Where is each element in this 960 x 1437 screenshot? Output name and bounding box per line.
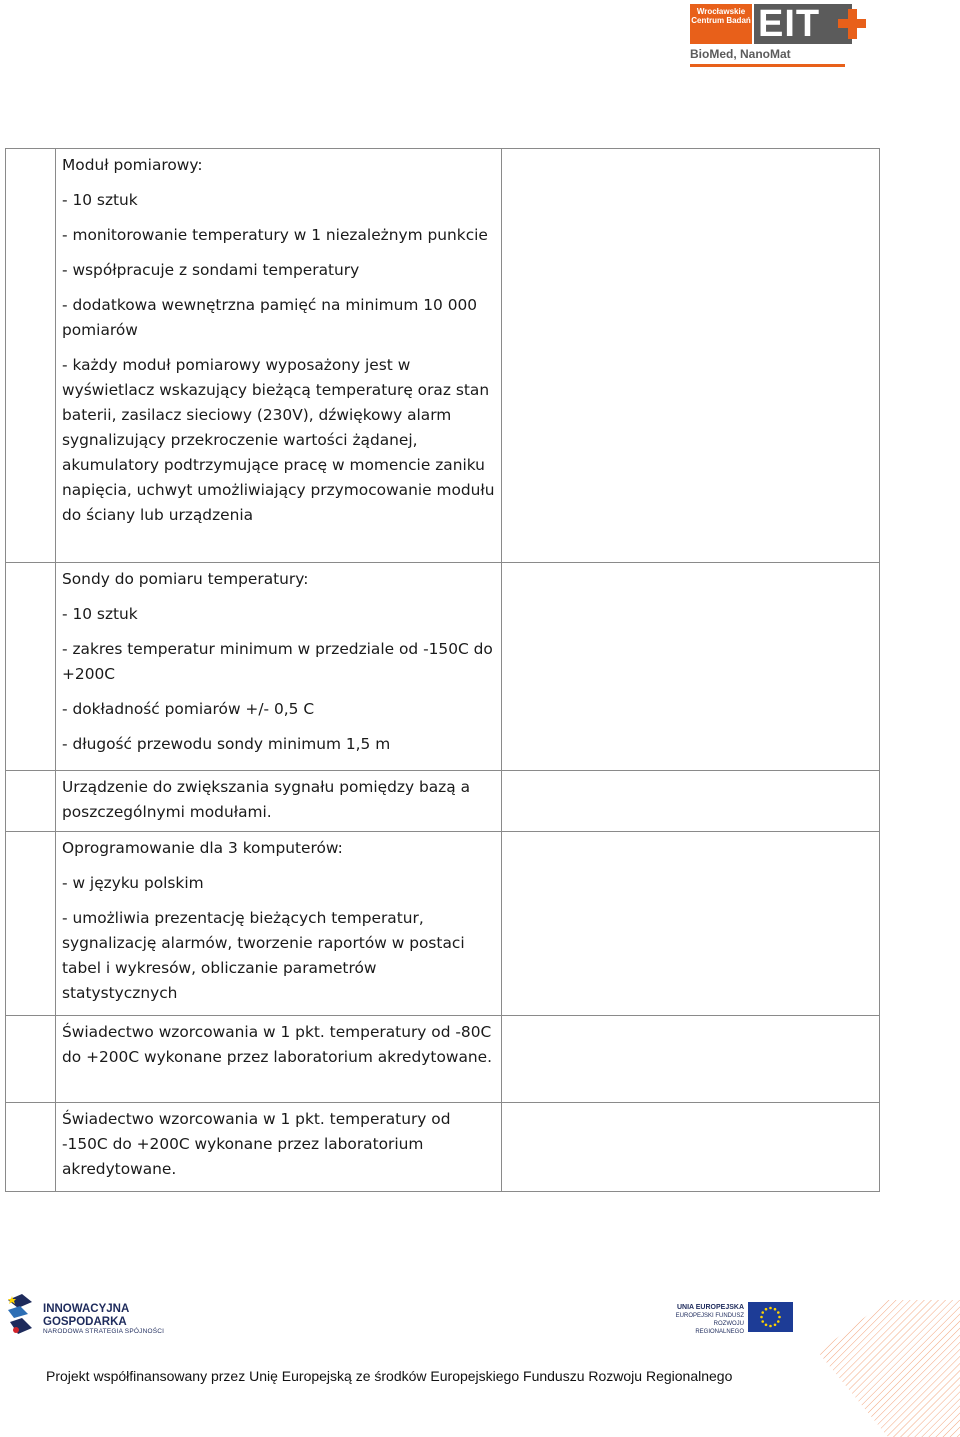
- ig-logo-line2: GOSPODARKA: [43, 1316, 127, 1328]
- table-row: [6, 1016, 880, 1103]
- description-paragraph: Oprogramowanie dla 3 komputerów:: [62, 839, 343, 857]
- table-row: [6, 149, 880, 563]
- offered-parameters-cell[interactable]: [502, 771, 880, 832]
- eu-logo-line3: ROZWOJU REGIONALNEGO: [695, 1321, 744, 1335]
- eu-star-icon: [761, 1311, 764, 1314]
- eu-logo-line1: UNIA EUROPEJSKA: [676, 1304, 744, 1311]
- eu-logo: [666, 1302, 794, 1334]
- innowacyjna-gospodarka-logo: [6, 1290, 165, 1342]
- description-text: [56, 149, 501, 534]
- table-row: [6, 1103, 880, 1192]
- description-cell: [56, 832, 502, 1016]
- eu-star-icon: [777, 1311, 780, 1314]
- eu-logo-text: [666, 1304, 744, 1336]
- row-number-cell: [6, 563, 56, 771]
- description-paragraph: Urządzenie do zwiększania sygnału pomiędzy bazą a poszczególnymi modułami.: [62, 778, 471, 821]
- description-paragraph: Świadectwo wzorcowania w 1 pkt. temperatury od -150C do +200C wykonane przez laboratorium akredytowane.: [62, 1110, 451, 1178]
- row-number-cell: [6, 771, 56, 832]
- eit-logo-subtitle: BioMed, NanoMat: [690, 47, 791, 61]
- row-number-cell: [6, 1016, 56, 1103]
- row-number-cell: [6, 1103, 56, 1192]
- description-paragraph: - umożliwia prezentację bieżących temperatur, sygnalizację alarmów, tworzenie raportów w postaci tabel i wykresów, obliczanie parametrów statystycznych: [62, 909, 465, 1002]
- eu-star-icon: [777, 1320, 780, 1323]
- eu-flag-icon: [748, 1302, 793, 1332]
- description-paragraph: - każdy moduł pomiarowy wyposażony jest w wyświetlacz wskazujący bieżącą temperaturę oraz stan baterii, zasilacz sieciowy (230V), dźwiękowy alarm sygnalizujący przekroczenie wartości żądanej, akumulatory podtrzymujące pracę w momencie zaniku napięcia, uchwyt umożliwiający przymocowanie modułu do ściany lub urządzenia: [62, 356, 495, 524]
- description-paragraph: - długość przewodu sondy minimum 1,5 m: [62, 735, 391, 753]
- description-cell: [56, 563, 502, 771]
- eu-star-icon: [769, 1307, 772, 1310]
- eu-star-icon: [760, 1316, 763, 1319]
- eu-star-icon: [765, 1308, 768, 1311]
- row-number-cell: [6, 832, 56, 1016]
- offered-parameters-cell[interactable]: [502, 149, 880, 563]
- eu-star-icon: [765, 1323, 768, 1326]
- offered-parameters-cell[interactable]: [502, 1016, 880, 1103]
- footer-cofinancing-note: Projekt współfinansowany przez Unię Europejską ze środków Europejskiego Funduszu Rozwoju Regionalnego: [46, 1368, 733, 1384]
- ig-flag-icon: [6, 1292, 36, 1340]
- table-row: [6, 832, 880, 1016]
- decorative-hatched-shape: [818, 1300, 960, 1437]
- offered-parameters-cell[interactable]: [502, 1103, 880, 1192]
- description-cell: [56, 149, 502, 563]
- description-text: [56, 1103, 501, 1188]
- description-paragraph: - 10 sztuk: [62, 191, 138, 209]
- eu-star-icon: [778, 1316, 781, 1319]
- eit-logo-underline: [690, 64, 845, 67]
- description-paragraph: - współpracuje z sondami temperatury: [62, 261, 360, 279]
- description-paragraph: - 10 sztuk: [62, 605, 138, 623]
- eu-logo-line2: EUROPEJSKI FUNDUSZ: [675, 1313, 744, 1319]
- eu-star-icon: [769, 1325, 772, 1328]
- offered-parameters-cell[interactable]: [502, 563, 880, 771]
- table-row: [6, 771, 880, 832]
- eit-logo-orange-block: Wrocławskie Centrum Badań: [690, 4, 752, 44]
- eit-logo: [690, 4, 870, 70]
- description-paragraph: - monitorowanie temperatury w 1 niezależnym punkcie: [62, 226, 488, 244]
- eit-logo-main-text: EIT: [754, 4, 852, 44]
- description-paragraph: - zakres temperatur minimum w przedziale od -150C do +200C: [62, 640, 493, 683]
- description-text: [56, 1016, 501, 1076]
- description-paragraph: - w języku polskim: [62, 874, 204, 892]
- description-paragraph: - dodatkowa wewnętrzna pamięć na minimum 10 000 pomiarów: [62, 296, 478, 339]
- eit-plus-icon-vertical: [848, 9, 857, 39]
- description-paragraph: Sondy do pomiaru temperatury:: [62, 570, 309, 588]
- description-text: [56, 771, 501, 831]
- row-number-cell: [6, 149, 56, 563]
- spec-table: [5, 148, 880, 1192]
- description-paragraph: - dokładność pomiarów +/- 0,5 C: [62, 700, 315, 718]
- description-cell: [56, 1016, 502, 1103]
- description-cell: [56, 771, 502, 832]
- eu-star-icon: [774, 1308, 777, 1311]
- description-text: [56, 563, 501, 763]
- table-row: [6, 563, 880, 771]
- ig-logo-line3: NARODOWA STRATEGIA SPÓJNOŚCI: [43, 1328, 165, 1335]
- description-paragraph: Świadectwo wzorcowania w 1 pkt. temperatury od -80C do +200C wykonane przez laboratorium akredytowane.: [62, 1023, 492, 1066]
- eu-star-icon: [761, 1320, 764, 1323]
- offered-parameters-cell[interactable]: [502, 832, 880, 1016]
- eu-star-icon: [774, 1323, 777, 1326]
- description-paragraph: Moduł pomiarowy:: [62, 156, 203, 174]
- ig-logo-title: [43, 1303, 129, 1329]
- description-text: [56, 832, 501, 1012]
- ig-logo-line1: INNOWACYJNA: [43, 1303, 130, 1315]
- description-cell: [56, 1103, 502, 1192]
